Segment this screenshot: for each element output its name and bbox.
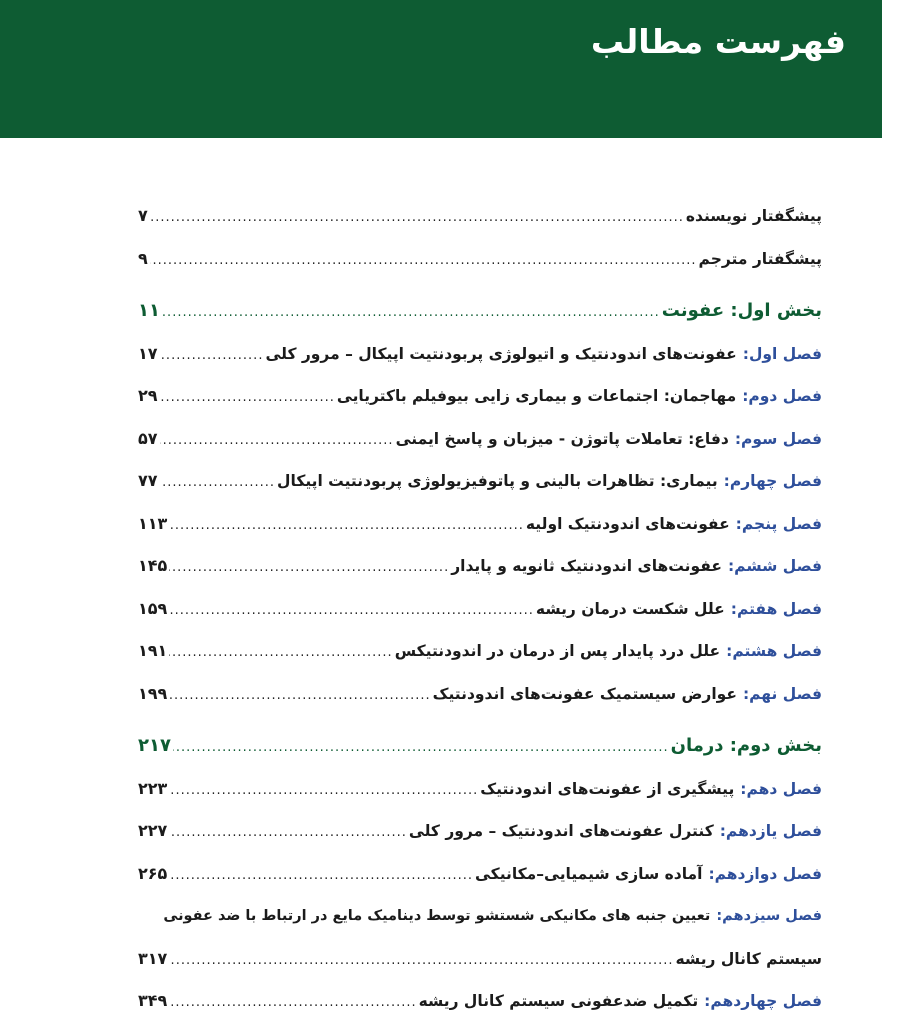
part-title: بخش اول: عفونت <box>661 300 822 321</box>
chapter-title: عفونت‌های اندودنتیک و اتیولوژی پربودنتیت اپیکال – مرور کلی <box>265 344 737 363</box>
chapter-label: فصل چهارم: <box>723 472 822 490</box>
toc-page-number: ۲۲۷ <box>138 821 168 840</box>
chapter-title-line-2: سیستم کانال ریشه <box>675 949 822 968</box>
toc-entry-title: پیشگفتار مترجم <box>698 249 822 268</box>
dot-leader <box>169 812 407 855</box>
dot-leader <box>173 727 669 770</box>
toc-page-number: ۱۷ <box>138 343 158 363</box>
toc-chapter-12[interactable] <box>138 853 822 896</box>
toc-part-1[interactable] <box>138 290 822 333</box>
table-of-contents <box>138 195 822 1023</box>
toc-page-number: ۹ <box>138 248 148 268</box>
chapter-title: بیماری: تظاهرات بالینی و پاتوفیزیولوژی پربودنتیت اپیکال <box>277 472 718 490</box>
chapter-label: فصل چهاردهم: <box>704 992 822 1010</box>
toc-page-number: ۱۱ <box>138 300 160 321</box>
dot-leader <box>169 675 430 718</box>
toc-page-number: ۱۴۵ <box>138 556 168 575</box>
dot-leader <box>160 377 335 420</box>
chapter-label: فصل پنجم: <box>735 514 822 533</box>
toc-chapter-4[interactable] <box>138 460 822 503</box>
chapter-label: فصل دوم: <box>742 387 822 405</box>
toc-page-number: ۱۵۹ <box>138 598 168 618</box>
toc-chapter-14[interactable] <box>138 980 822 1023</box>
chapter-label: فصل سوم: <box>734 429 822 448</box>
chapter-title: مهاجمان: اجتماعات و بیماری زایی بیوفیلم باکتریایی <box>336 387 737 405</box>
chapter-label: فصل یازدهم: <box>719 822 822 840</box>
dot-leader <box>169 855 473 898</box>
toc-entry-author-preface[interactable] <box>138 195 822 238</box>
toc-entry-title: پیشگفتار نویسنده <box>685 207 822 225</box>
dot-leader <box>169 982 416 1025</box>
toc-chapter-11[interactable] <box>138 810 822 853</box>
chapter-title: پیشگیری از عفونت‌های اندودنتیک <box>480 779 735 798</box>
toc-page-number: ۱۹۹ <box>138 683 168 703</box>
dot-leader <box>150 240 697 283</box>
chapter-label: فصل سیزدهم: <box>716 908 822 924</box>
chapter-label: فصل اول: <box>742 344 822 363</box>
toc-page-number: ۲۶۵ <box>138 863 168 883</box>
chapter-title: عوارض سیستمیک عفونت‌های اندودنتیک <box>432 684 737 703</box>
chapter-title: عفونت‌های اندودنتیک ثانویه و پایدار <box>451 557 722 575</box>
toc-page-number: ۲۲۳ <box>138 778 168 798</box>
dot-leader <box>169 632 392 675</box>
dot-leader <box>150 197 684 240</box>
chapter-label: فصل نهم: <box>742 684 822 703</box>
toc-chapter-2[interactable] <box>138 375 822 418</box>
chapter-title: کنترل عفونت‌های اندودنتیک – مرور کلی <box>408 822 714 840</box>
chapter-label: فصل ششم: <box>727 557 822 575</box>
dot-leader <box>169 547 449 590</box>
chapter-title-line-1: تعیین جنبه های مکانیکی شستشو توسط دینامیک مایع در ارتباط با ضد عفونی <box>163 908 711 924</box>
toc-page-number: ۵۷ <box>138 428 158 448</box>
toc-chapter-6[interactable] <box>138 545 822 588</box>
toc-page-number: ۲۹ <box>138 386 158 405</box>
dot-leader <box>169 505 524 548</box>
chapter-label: فصل دوازدهم: <box>708 864 822 883</box>
toc-chapter-7[interactable] <box>138 588 822 631</box>
dot-leader <box>162 292 660 335</box>
chapter-title: تکمیل ضدعفونی سیستم کانال ریشه <box>418 992 699 1010</box>
page-title: فهرست مطالب <box>590 22 846 61</box>
toc-chapter-3[interactable] <box>138 418 822 461</box>
toc-page-number: ۱۹۱ <box>138 641 168 660</box>
chapter-title: دفاع: تعاملات پاتوژن - میزبان و پاسخ ایمنی <box>395 429 729 448</box>
toc-chapter-5[interactable] <box>138 503 822 546</box>
toc-page-number: ۷ <box>138 206 148 225</box>
toc-entry-translator-preface[interactable] <box>138 238 822 281</box>
chapter-label: فصل هشتم: <box>726 642 822 660</box>
toc-page-number: ۷۷ <box>138 471 158 490</box>
toc-chapter-9[interactable] <box>138 673 822 716</box>
toc-chapter-1[interactable] <box>138 333 822 376</box>
toc-part-2[interactable] <box>138 725 822 768</box>
toc-page-number: ۱۱۳ <box>138 513 168 533</box>
dot-leader <box>160 420 394 463</box>
dot-leader <box>169 940 673 983</box>
dot-leader <box>169 770 478 813</box>
chapter-title: آماده سازی شیمیایی–مکانیکی <box>475 864 703 883</box>
toc-chapter-13-continued[interactable] <box>138 938 822 981</box>
chapter-label: فصل دهم: <box>740 779 822 798</box>
dot-leader <box>160 462 276 505</box>
dot-leader <box>169 590 534 633</box>
chapter-title: علل شکست درمان ریشه <box>535 599 725 618</box>
chapter-title: عفونت‌های اندودنتیک اولیه <box>525 514 730 533</box>
dot-leader <box>160 335 264 378</box>
toc-page-number: ۲۱۷ <box>138 735 171 756</box>
toc-chapter-10[interactable] <box>138 768 822 811</box>
header-banner <box>0 0 882 138</box>
part-title: بخش دوم: درمان <box>670 735 822 756</box>
toc-page-number: ۳۴۹ <box>138 991 168 1010</box>
toc-page-number: ۳۱۷ <box>138 948 168 968</box>
chapter-label: فصل هفتم: <box>730 599 822 618</box>
chapter-title: علل درد پایدار پس از درمان در اندودنتیکس <box>394 642 721 660</box>
toc-chapter-8[interactable] <box>138 630 822 673</box>
toc-chapter-13[interactable] <box>138 895 822 938</box>
